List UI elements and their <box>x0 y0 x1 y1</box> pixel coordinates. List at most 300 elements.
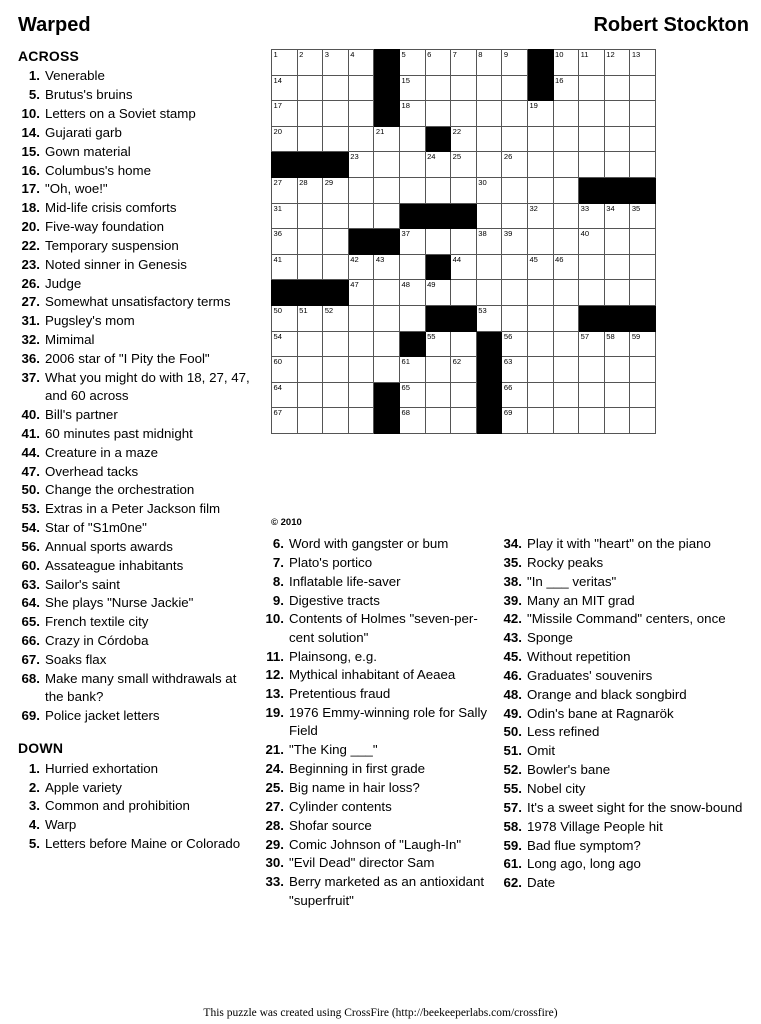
grid-cell[interactable] <box>297 126 323 152</box>
grid-cell[interactable] <box>579 152 605 178</box>
clue-number: 69. <box>21 708 40 723</box>
clue-number: 56. <box>21 538 40 554</box>
grid-cell[interactable] <box>348 152 374 178</box>
down-clue-item[interactable] <box>262 741 494 759</box>
grid-cell[interactable] <box>348 280 374 306</box>
across-clue-item[interactable] <box>18 463 258 481</box>
grid-cell[interactable] <box>348 101 374 127</box>
clue-text: Crazy in Córdoba <box>45 633 149 649</box>
across-clue-item[interactable] <box>18 406 258 424</box>
grid-cell[interactable] <box>630 254 656 280</box>
grid-cell[interactable] <box>502 357 528 383</box>
down-clue-item[interactable] <box>500 874 748 892</box>
grid-cell[interactable] <box>425 408 451 434</box>
grid-cell[interactable] <box>604 331 630 357</box>
grid-cell[interactable] <box>425 357 451 383</box>
down-clue-item[interactable] <box>18 779 258 797</box>
grid-cell[interactable] <box>553 280 579 306</box>
crossword-grid-table[interactable] <box>271 49 656 434</box>
across-clue-item[interactable] <box>18 481 258 499</box>
grid-cell[interactable] <box>476 152 502 178</box>
down-clue-item[interactable] <box>500 686 748 704</box>
grid-cell[interactable] <box>527 357 553 383</box>
grid-cell[interactable] <box>630 101 656 127</box>
grid-cell[interactable] <box>451 126 477 152</box>
down-clue-item[interactable] <box>500 799 748 817</box>
grid-cell[interactable] <box>323 382 349 408</box>
grid-cell[interactable] <box>425 50 451 76</box>
grid-cell[interactable] <box>527 331 553 357</box>
grid-cell[interactable] <box>323 254 349 280</box>
grid-cell[interactable] <box>630 331 656 357</box>
grid-cell[interactable] <box>374 331 400 357</box>
grid-cell[interactable] <box>553 75 579 101</box>
grid-cell[interactable] <box>579 408 605 434</box>
grid-cell[interactable] <box>297 357 323 383</box>
down-clue-item[interactable] <box>262 592 494 610</box>
down-clue-item[interactable] <box>262 648 494 666</box>
grid-cell[interactable] <box>425 229 451 255</box>
down-clue-item[interactable] <box>18 797 258 815</box>
grid-cell[interactable] <box>399 382 425 408</box>
grid-cell[interactable] <box>579 357 605 383</box>
grid-cell[interactable] <box>451 408 477 434</box>
grid-cell[interactable] <box>502 305 528 331</box>
grid-cell[interactable] <box>323 203 349 229</box>
grid-cell[interactable] <box>579 101 605 127</box>
grid-cell[interactable] <box>630 357 656 383</box>
grid-cell[interactable] <box>425 382 451 408</box>
grid-cell[interactable] <box>604 50 630 76</box>
grid-cell-number: 48 <box>401 280 410 290</box>
grid-cell[interactable] <box>425 177 451 203</box>
grid-cell-number: 55 <box>427 331 436 341</box>
grid-cell[interactable] <box>502 331 528 357</box>
clue-text: Make many small withdrawals at the bank? <box>45 670 237 705</box>
grid-cell-number: 39 <box>503 229 513 239</box>
down-clue-item[interactable] <box>500 780 748 798</box>
grid-cell[interactable] <box>502 382 528 408</box>
grid-cell[interactable] <box>399 357 425 383</box>
grid-cell[interactable] <box>579 75 605 101</box>
across-clue-item[interactable] <box>18 218 258 236</box>
across-clue-item[interactable] <box>18 86 258 104</box>
grid-cell-number: 14 <box>273 75 282 85</box>
across-clue-item[interactable] <box>18 594 258 612</box>
grid-cell[interactable] <box>374 126 400 152</box>
grid-cell[interactable] <box>527 203 553 229</box>
across-clue-item[interactable] <box>18 613 258 631</box>
grid-cell[interactable] <box>451 331 477 357</box>
grid-cell[interactable] <box>553 50 579 76</box>
across-clue-item[interactable] <box>18 124 258 142</box>
grid-cell[interactable] <box>348 305 374 331</box>
across-clue-item[interactable] <box>18 256 258 274</box>
down-clue-item[interactable] <box>262 836 494 854</box>
down-clue-item[interactable] <box>500 705 748 723</box>
grid-cell[interactable] <box>348 126 374 152</box>
across-clue-item[interactable] <box>18 538 258 556</box>
down-clue-item[interactable] <box>262 610 494 647</box>
grid-cell[interactable] <box>527 408 553 434</box>
grid-cell[interactable] <box>502 229 528 255</box>
grid-cell[interactable] <box>604 382 630 408</box>
down-clue-item[interactable] <box>500 573 748 591</box>
grid-cell[interactable] <box>476 101 502 127</box>
down-clue-item[interactable] <box>500 723 748 741</box>
clue-number: 30. <box>265 855 284 871</box>
grid-cell[interactable] <box>502 50 528 76</box>
grid-cell[interactable] <box>579 229 605 255</box>
grid-cell[interactable] <box>553 331 579 357</box>
grid-cell[interactable] <box>348 357 374 383</box>
grid-row <box>272 50 656 76</box>
grid-cell[interactable] <box>451 382 477 408</box>
grid-cell[interactable] <box>425 152 451 178</box>
grid-cell[interactable] <box>297 75 323 101</box>
grid-cell[interactable] <box>272 203 298 229</box>
clue-number: 58. <box>503 818 522 834</box>
grid-cell[interactable] <box>425 280 451 306</box>
grid-cell[interactable] <box>502 101 528 127</box>
grid-cell[interactable] <box>348 382 374 408</box>
clue-number: 42. <box>503 611 522 627</box>
across-clue-item[interactable] <box>18 331 258 349</box>
grid-cell[interactable] <box>399 75 425 101</box>
grid-cell[interactable] <box>297 50 323 76</box>
grid-cell-number: 60 <box>273 357 282 367</box>
grid-cell[interactable] <box>272 177 298 203</box>
grid-cell[interactable] <box>272 75 298 101</box>
down-clue-item[interactable] <box>500 855 748 873</box>
grid-cell[interactable] <box>527 126 553 152</box>
grid-cell[interactable] <box>297 331 323 357</box>
grid-cell[interactable] <box>579 50 605 76</box>
grid-cell[interactable] <box>604 357 630 383</box>
across-clue-item[interactable] <box>18 105 258 123</box>
grid-cell-number: 21 <box>375 126 385 136</box>
grid-cell[interactable] <box>374 357 400 383</box>
grid-cell[interactable] <box>553 101 579 127</box>
grid-cell[interactable] <box>297 254 323 280</box>
grid-cell[interactable] <box>348 254 374 280</box>
across-clue-item[interactable] <box>18 199 258 217</box>
down-clue-item[interactable] <box>500 818 748 836</box>
grid-cell[interactable] <box>348 203 374 229</box>
grid-cell[interactable] <box>272 50 298 76</box>
grid-cell[interactable] <box>604 254 630 280</box>
down-clue-item[interactable] <box>262 535 494 553</box>
grid-cell[interactable] <box>476 126 502 152</box>
grid-cell[interactable] <box>527 305 553 331</box>
grid-cell[interactable] <box>553 408 579 434</box>
down-clue-item[interactable] <box>262 573 494 591</box>
down-clue-item[interactable] <box>262 760 494 778</box>
grid-cell[interactable] <box>374 152 400 178</box>
grid-cell[interactable] <box>630 229 656 255</box>
grid-cell[interactable] <box>425 75 451 101</box>
grid-cell[interactable] <box>323 126 349 152</box>
down-clue-item[interactable] <box>500 648 748 666</box>
down-clue-item[interactable] <box>262 798 494 816</box>
grid-cell[interactable] <box>451 280 477 306</box>
grid-cell[interactable] <box>272 408 298 434</box>
grid-cell[interactable] <box>476 280 502 306</box>
footer-credit: This puzzle was created using CrossFire (http://beekeeperlabs.com/crossfire) <box>203 1007 558 1019</box>
grid-cell[interactable] <box>348 50 374 76</box>
grid-cell[interactable] <box>527 101 553 127</box>
grid-cell-number: 56 <box>503 331 513 341</box>
grid-cell[interactable] <box>527 254 553 280</box>
grid-cell[interactable] <box>272 382 298 408</box>
across-clue-item[interactable] <box>18 500 258 518</box>
grid-cell[interactable] <box>323 50 349 76</box>
grid-cell[interactable] <box>399 177 425 203</box>
grid-cell[interactable] <box>399 280 425 306</box>
clue-number: 32. <box>21 332 40 348</box>
grid-cell[interactable] <box>630 152 656 178</box>
grid-cell[interactable] <box>553 357 579 383</box>
grid-cell[interactable] <box>630 408 656 434</box>
grid-cell[interactable] <box>297 229 323 255</box>
grid-cell[interactable] <box>323 101 349 127</box>
across-clue-item[interactable] <box>18 576 258 594</box>
grid-cell[interactable] <box>476 50 502 76</box>
grid-cell[interactable] <box>348 331 374 357</box>
grid-cell[interactable] <box>272 305 298 331</box>
grid-cell[interactable] <box>630 126 656 152</box>
grid-cell[interactable] <box>553 305 579 331</box>
grid-cell[interactable] <box>502 254 528 280</box>
grid-cell[interactable] <box>604 203 630 229</box>
grid-cell[interactable] <box>502 75 528 101</box>
across-clue-item[interactable] <box>18 180 258 198</box>
down-clue-item[interactable] <box>18 816 258 834</box>
grid-cell[interactable] <box>553 254 579 280</box>
grid-cell[interactable] <box>399 408 425 434</box>
down-clue-item[interactable] <box>262 685 494 703</box>
down-clue-item[interactable] <box>500 535 748 553</box>
down-clue-item[interactable] <box>262 817 494 835</box>
grid-cell[interactable] <box>451 152 477 178</box>
across-clue-item[interactable] <box>18 632 258 650</box>
clue-text: Star of "S1m0ne" <box>45 520 147 536</box>
grid-cell[interactable] <box>630 280 656 306</box>
grid-cell[interactable] <box>297 177 323 203</box>
grid-cell[interactable] <box>451 75 477 101</box>
grid-cell[interactable] <box>348 75 374 101</box>
grid-cell[interactable] <box>630 382 656 408</box>
grid-cell[interactable] <box>323 408 349 434</box>
across-clue-item[interactable] <box>18 670 258 707</box>
grid-cell[interactable] <box>604 229 630 255</box>
down-clue-item[interactable] <box>500 554 748 572</box>
grid-cell[interactable] <box>527 229 553 255</box>
down-clue-item[interactable] <box>262 554 494 572</box>
grid-cell[interactable] <box>527 152 553 178</box>
down-clue-item[interactable] <box>262 666 494 684</box>
grid-cell[interactable] <box>374 280 400 306</box>
across-clue-item[interactable] <box>18 143 258 161</box>
grid-cell[interactable] <box>297 101 323 127</box>
grid-cell[interactable] <box>451 50 477 76</box>
down-clue-item[interactable] <box>262 779 494 797</box>
grid-cell-block <box>425 203 451 229</box>
grid-cell-number: 67 <box>273 408 282 418</box>
across-clue-item[interactable] <box>18 557 258 575</box>
down-clue-item[interactable] <box>500 837 748 855</box>
grid-cell[interactable] <box>527 280 553 306</box>
across-clue-item[interactable] <box>18 651 258 669</box>
grid-cell[interactable] <box>604 101 630 127</box>
down-clue-item[interactable] <box>262 854 494 872</box>
grid-cell[interactable] <box>476 305 502 331</box>
grid-cell[interactable] <box>399 126 425 152</box>
grid-cell[interactable] <box>553 382 579 408</box>
grid-cell-block <box>399 203 425 229</box>
across-clue-item[interactable] <box>18 369 258 406</box>
grid-cell[interactable] <box>323 75 349 101</box>
across-clue-item[interactable] <box>18 293 258 311</box>
grid-cell[interactable] <box>502 408 528 434</box>
clue-number: 52. <box>503 762 522 778</box>
grid-cell[interactable] <box>553 177 579 203</box>
grid-cell[interactable] <box>476 229 502 255</box>
grid-cell[interactable] <box>323 331 349 357</box>
grid-cell[interactable] <box>374 305 400 331</box>
grid-cell[interactable] <box>630 50 656 76</box>
grid-cell[interactable] <box>399 152 425 178</box>
grid-cell[interactable] <box>374 177 400 203</box>
clue-text: Comic Johnson of "Laugh-In" <box>289 836 462 852</box>
grid-cell[interactable] <box>553 152 579 178</box>
down-clue-item[interactable] <box>500 667 748 685</box>
grid-cell[interactable] <box>604 408 630 434</box>
down-clue-item[interactable] <box>262 704 494 741</box>
grid-cell[interactable] <box>502 280 528 306</box>
grid-cell[interactable] <box>476 203 502 229</box>
grid-cell[interactable] <box>579 382 605 408</box>
grid-cell[interactable] <box>630 203 656 229</box>
down-clue-item[interactable] <box>500 629 748 647</box>
across-clue-item[interactable] <box>18 444 258 462</box>
down-clue-item[interactable] <box>262 873 494 910</box>
grid-cell[interactable] <box>272 357 298 383</box>
grid-cell[interactable] <box>630 75 656 101</box>
clue-text: It's a sweet sight for the snow-bound <box>527 799 743 815</box>
grid-cell[interactable] <box>425 331 451 357</box>
across-clue-item[interactable] <box>18 519 258 537</box>
grid-cell[interactable] <box>502 126 528 152</box>
clue-text: Common and prohibition <box>45 798 190 814</box>
grid-cell[interactable] <box>579 280 605 306</box>
grid-cell[interactable] <box>348 177 374 203</box>
grid-cell[interactable] <box>476 254 502 280</box>
grid-cell[interactable] <box>451 177 477 203</box>
grid-cell[interactable] <box>297 203 323 229</box>
down-clue-item[interactable] <box>500 592 748 610</box>
grid-cell[interactable] <box>399 229 425 255</box>
down-clue-item[interactable] <box>500 742 748 760</box>
grid-cell[interactable] <box>451 101 477 127</box>
grid-cell[interactable] <box>553 229 579 255</box>
crossword-grid[interactable] <box>271 49 656 434</box>
grid-cell[interactable] <box>399 50 425 76</box>
across-clue-item[interactable] <box>18 237 258 255</box>
grid-cell[interactable] <box>323 229 349 255</box>
down-clue-item[interactable] <box>18 835 258 853</box>
grid-cell[interactable] <box>399 254 425 280</box>
across-clue-item[interactable] <box>18 425 258 443</box>
grid-cell[interactable] <box>451 254 477 280</box>
grid-cell[interactable] <box>272 331 298 357</box>
grid-cell[interactable] <box>451 229 477 255</box>
grid-cell[interactable] <box>604 75 630 101</box>
grid-cell[interactable] <box>297 408 323 434</box>
across-clue-item[interactable] <box>18 707 258 725</box>
grid-cell[interactable] <box>579 126 605 152</box>
grid-cell[interactable] <box>553 203 579 229</box>
down-clue-item[interactable] <box>500 761 748 779</box>
grid-cell[interactable] <box>451 357 477 383</box>
grid-cell[interactable] <box>399 101 425 127</box>
grid-cell-block <box>476 382 502 408</box>
grid-cell[interactable] <box>272 254 298 280</box>
grid-cell[interactable] <box>425 101 451 127</box>
down-clue-item[interactable] <box>500 610 748 628</box>
across-clue-item[interactable] <box>18 275 258 293</box>
grid-cell[interactable] <box>502 152 528 178</box>
grid-cell-number: 22 <box>452 126 462 136</box>
grid-cell[interactable] <box>374 254 400 280</box>
grid-cell-number: 35 <box>631 203 641 213</box>
grid-cell[interactable] <box>604 280 630 306</box>
clue-number: 19. <box>265 705 284 721</box>
grid-cell[interactable] <box>323 305 349 331</box>
grid-cell[interactable] <box>476 177 502 203</box>
grid-cell[interactable] <box>323 177 349 203</box>
grid-cell[interactable] <box>374 203 400 229</box>
grid-cell[interactable] <box>348 408 374 434</box>
grid-cell[interactable] <box>272 101 298 127</box>
grid-cell[interactable] <box>527 177 553 203</box>
grid-cell[interactable] <box>553 126 579 152</box>
down-clue-item[interactable] <box>18 760 258 778</box>
grid-cell[interactable] <box>579 254 605 280</box>
grid-cell[interactable] <box>527 382 553 408</box>
grid-cell[interactable] <box>272 126 298 152</box>
across-clue-item[interactable] <box>18 350 258 368</box>
grid-cell[interactable] <box>323 357 349 383</box>
across-clue-item[interactable] <box>18 162 258 180</box>
grid-cell[interactable] <box>297 382 323 408</box>
clue-text: Assateague inhabitants <box>45 557 184 573</box>
grid-cell[interactable] <box>502 177 528 203</box>
grid-cell[interactable] <box>579 203 605 229</box>
grid-cell[interactable] <box>604 126 630 152</box>
grid-cell[interactable] <box>272 229 298 255</box>
across-clue-item[interactable] <box>18 67 258 85</box>
grid-cell[interactable] <box>502 203 528 229</box>
across-clue-list <box>18 67 258 725</box>
grid-cell[interactable] <box>579 331 605 357</box>
grid-cell[interactable] <box>476 75 502 101</box>
grid-cell-number: 66 <box>503 382 513 392</box>
across-clue-item[interactable] <box>18 312 258 330</box>
grid-cell[interactable] <box>604 152 630 178</box>
grid-cell[interactable] <box>399 305 425 331</box>
grid-cell[interactable] <box>297 305 323 331</box>
